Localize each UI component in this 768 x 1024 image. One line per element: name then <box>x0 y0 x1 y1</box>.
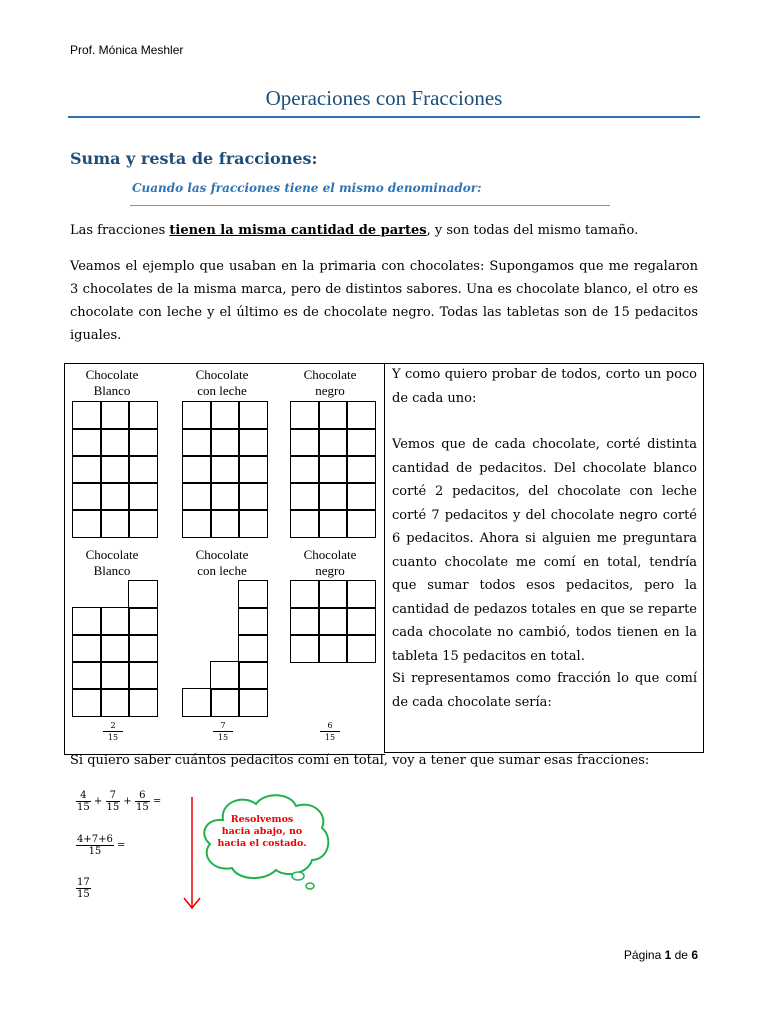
chocolate-label: Chocolate Blanco <box>85 547 139 578</box>
title-underline <box>68 116 700 118</box>
footer-page: 1 <box>664 948 672 962</box>
chocolate-piece <box>210 509 240 538</box>
chocolate-piece <box>238 661 268 690</box>
paragraph-1-emphasis: tienen la misma cantidad de partes <box>169 223 427 238</box>
chocolate-piece <box>318 634 348 663</box>
chocolate-piece <box>290 428 320 457</box>
equals-sign: = <box>152 796 162 807</box>
chocolate-piece <box>72 607 102 636</box>
section-subheading: Cuando las fracciones tiene el mismo denominador: <box>132 181 482 195</box>
plus-sign: + <box>123 796 132 807</box>
fraction-denominator: 15 <box>324 733 336 742</box>
chocolate-piece <box>346 634 376 663</box>
chocolate-piece <box>290 509 320 538</box>
chocolate-piece <box>182 688 212 717</box>
chocolate-piece <box>290 482 320 511</box>
callout-text: Resolvemos hacia abajo, no hacia el costado. <box>217 814 307 849</box>
chocolate-piece <box>238 580 268 609</box>
chocolate-piece <box>318 401 348 430</box>
chocolate-piece <box>290 455 320 484</box>
equals-sign: = <box>117 840 126 851</box>
plus-sign: + <box>93 796 103 807</box>
frac-num: 4+7+6 <box>77 834 113 845</box>
frac-den: 15 <box>136 802 149 813</box>
chocolate-piece <box>238 482 268 511</box>
chocolate-piece <box>238 688 268 717</box>
chocolate-piece <box>238 401 268 430</box>
frac-den: 15 <box>77 889 90 900</box>
chocolate-label: Chocolate negro <box>303 367 357 398</box>
header-author: Prof. Mónica Meshler <box>70 43 184 57</box>
section-heading: Suma y resta de fracciones: <box>70 149 318 168</box>
chocolate-piece <box>318 607 348 636</box>
fraction-numerator: 2 <box>103 721 123 732</box>
frac-num: 4 <box>76 790 91 802</box>
frac-den: 15 <box>77 802 90 813</box>
page-footer <box>0 948 698 962</box>
chocolate-piece <box>210 401 240 430</box>
chocolate-piece <box>100 482 130 511</box>
chocolate-piece <box>182 482 212 511</box>
chocolate-piece <box>72 482 102 511</box>
chocolate-piece <box>290 607 320 636</box>
frac-num: 17 <box>77 877 90 888</box>
paragraph-1 <box>70 219 698 242</box>
paragraph-1-after: , y son todas del mismo tamaño. <box>426 223 639 238</box>
chocolate-piece <box>128 661 158 690</box>
frac-den: 15 <box>88 846 102 857</box>
chocolate-piece <box>182 401 212 430</box>
chocolate-piece <box>128 455 158 484</box>
chocolate-piece <box>238 428 268 457</box>
chocolate-piece <box>100 661 130 690</box>
fraction-numerator: 6 <box>320 721 340 732</box>
chocolate-piece <box>318 580 348 609</box>
chocolate-piece <box>238 509 268 538</box>
footer-mid: de <box>671 948 692 962</box>
paragraph-3: Si quiero saber cuántos pedacitos comí en total, voy a tener que sumar esas fracciones: <box>70 753 650 768</box>
chocolate-piece <box>72 634 102 663</box>
fraction-numerator: 7 <box>213 721 233 732</box>
chocolate-piece <box>210 482 240 511</box>
chocolate-fraction <box>103 721 123 742</box>
frac-den: 15 <box>106 802 120 813</box>
fraction-7-15 <box>106 790 121 813</box>
chocolate-piece <box>72 428 102 457</box>
subheading-rule <box>130 205 610 206</box>
chocolate-piece <box>290 401 320 430</box>
chocolate-piece <box>238 455 268 484</box>
chocolate-piece <box>100 455 130 484</box>
chocolate-fraction <box>320 721 340 742</box>
fraction-denominator: 15 <box>217 733 229 742</box>
chocolate-piece <box>128 428 158 457</box>
chocolate-piece <box>128 688 158 717</box>
chocolate-piece <box>100 428 130 457</box>
chocolate-piece <box>128 509 158 538</box>
chocolate-piece <box>346 482 376 511</box>
chocolate-piece <box>182 509 212 538</box>
chocolate-piece <box>210 661 240 690</box>
chocolate-label: Chocolate con leche <box>195 547 249 578</box>
chocolate-piece <box>72 661 102 690</box>
fraction-denominator: 15 <box>107 733 119 742</box>
footer-total: 6 <box>691 948 698 962</box>
chocolate-piece <box>72 509 102 538</box>
chocolate-piece <box>210 428 240 457</box>
chocolate-piece <box>100 688 130 717</box>
chocolate-piece <box>72 688 102 717</box>
chocolate-piece <box>128 634 158 663</box>
chocolate-piece <box>128 401 158 430</box>
frac-num: 6 <box>135 790 150 802</box>
page-title: Operaciones con Fracciones <box>265 86 503 110</box>
chocolate-piece <box>100 401 130 430</box>
chocolate-piece <box>210 688 240 717</box>
chocolate-piece <box>346 580 376 609</box>
chocolate-label: Chocolate con leche <box>195 367 249 398</box>
chocolate-piece <box>100 607 130 636</box>
chocolate-piece <box>290 580 320 609</box>
fraction-sum <box>76 834 114 857</box>
chocolate-piece <box>182 428 212 457</box>
explanation-p1: Y como quiero probar de todos, corto un poco de cada uno: <box>392 367 697 406</box>
chocolate-piece <box>346 401 376 430</box>
fraction-result <box>76 877 91 900</box>
chocolate-fraction <box>213 721 233 742</box>
chocolate-piece <box>72 401 102 430</box>
chocolate-piece <box>238 607 268 636</box>
explanation-p3: Si representamos como fracción lo que comí de cada chocolate sería: <box>392 671 697 710</box>
sum-line-3 <box>76 877 91 900</box>
chocolate-piece <box>318 482 348 511</box>
chocolate-piece <box>100 509 130 538</box>
chocolate-piece <box>346 607 376 636</box>
chocolate-piece <box>318 428 348 457</box>
chocolate-piece <box>318 509 348 538</box>
footer-prefix: Página <box>623 948 665 962</box>
paragraph-1-before: Las fracciones <box>70 223 170 238</box>
chocolate-piece <box>72 455 102 484</box>
chocolate-piece <box>346 428 376 457</box>
paragraph-2: Veamos el ejemplo que usaban en la primaria con chocolates: Supongamos que me regalaron 3 chocolates de la misma marca, pero de distintos sabores. Una es chocolate blanco, el otro es chocolate con leche y el último es de chocolate negro. Todas las tabletas son de 15 pedacitos iguales. <box>70 259 698 343</box>
explanation-p2: Vemos que de cada chocolate, corté distinta cantidad de pedacitos. Del chocolate blanco corté 2 pedacitos, del chocolate con leche corté 7 pedacitos y del chocolate negro corté 6 pedacitos. Ahora si alguien me preguntara cuanto chocolate me comí en total, tendría que sumar todos esos pedacitos, pero la cantidad de pedazos totales en que se reparte cada chocolate no cambió, todos tienen en la tableta 15 pedacitos en total. <box>392 437 697 664</box>
frac-num: 7 <box>106 790 121 802</box>
chocolate-label: Chocolate negro <box>303 547 357 578</box>
chocolate-piece <box>182 455 212 484</box>
chocolate-piece <box>128 580 158 609</box>
chocolate-piece <box>318 455 348 484</box>
sum-line-2 <box>76 834 125 857</box>
chocolate-piece <box>346 455 376 484</box>
chocolate-piece <box>128 607 158 636</box>
chocolate-piece <box>346 509 376 538</box>
chocolate-piece <box>100 634 130 663</box>
sum-line-1 <box>76 790 161 813</box>
chocolate-label: Chocolate Blanco <box>85 367 139 398</box>
fraction-6-15 <box>135 790 150 813</box>
chocolate-piece <box>128 482 158 511</box>
chocolate-piece <box>210 455 240 484</box>
chocolate-piece <box>238 634 268 663</box>
fraction-4-15 <box>76 790 91 813</box>
chocolate-piece <box>290 634 320 663</box>
